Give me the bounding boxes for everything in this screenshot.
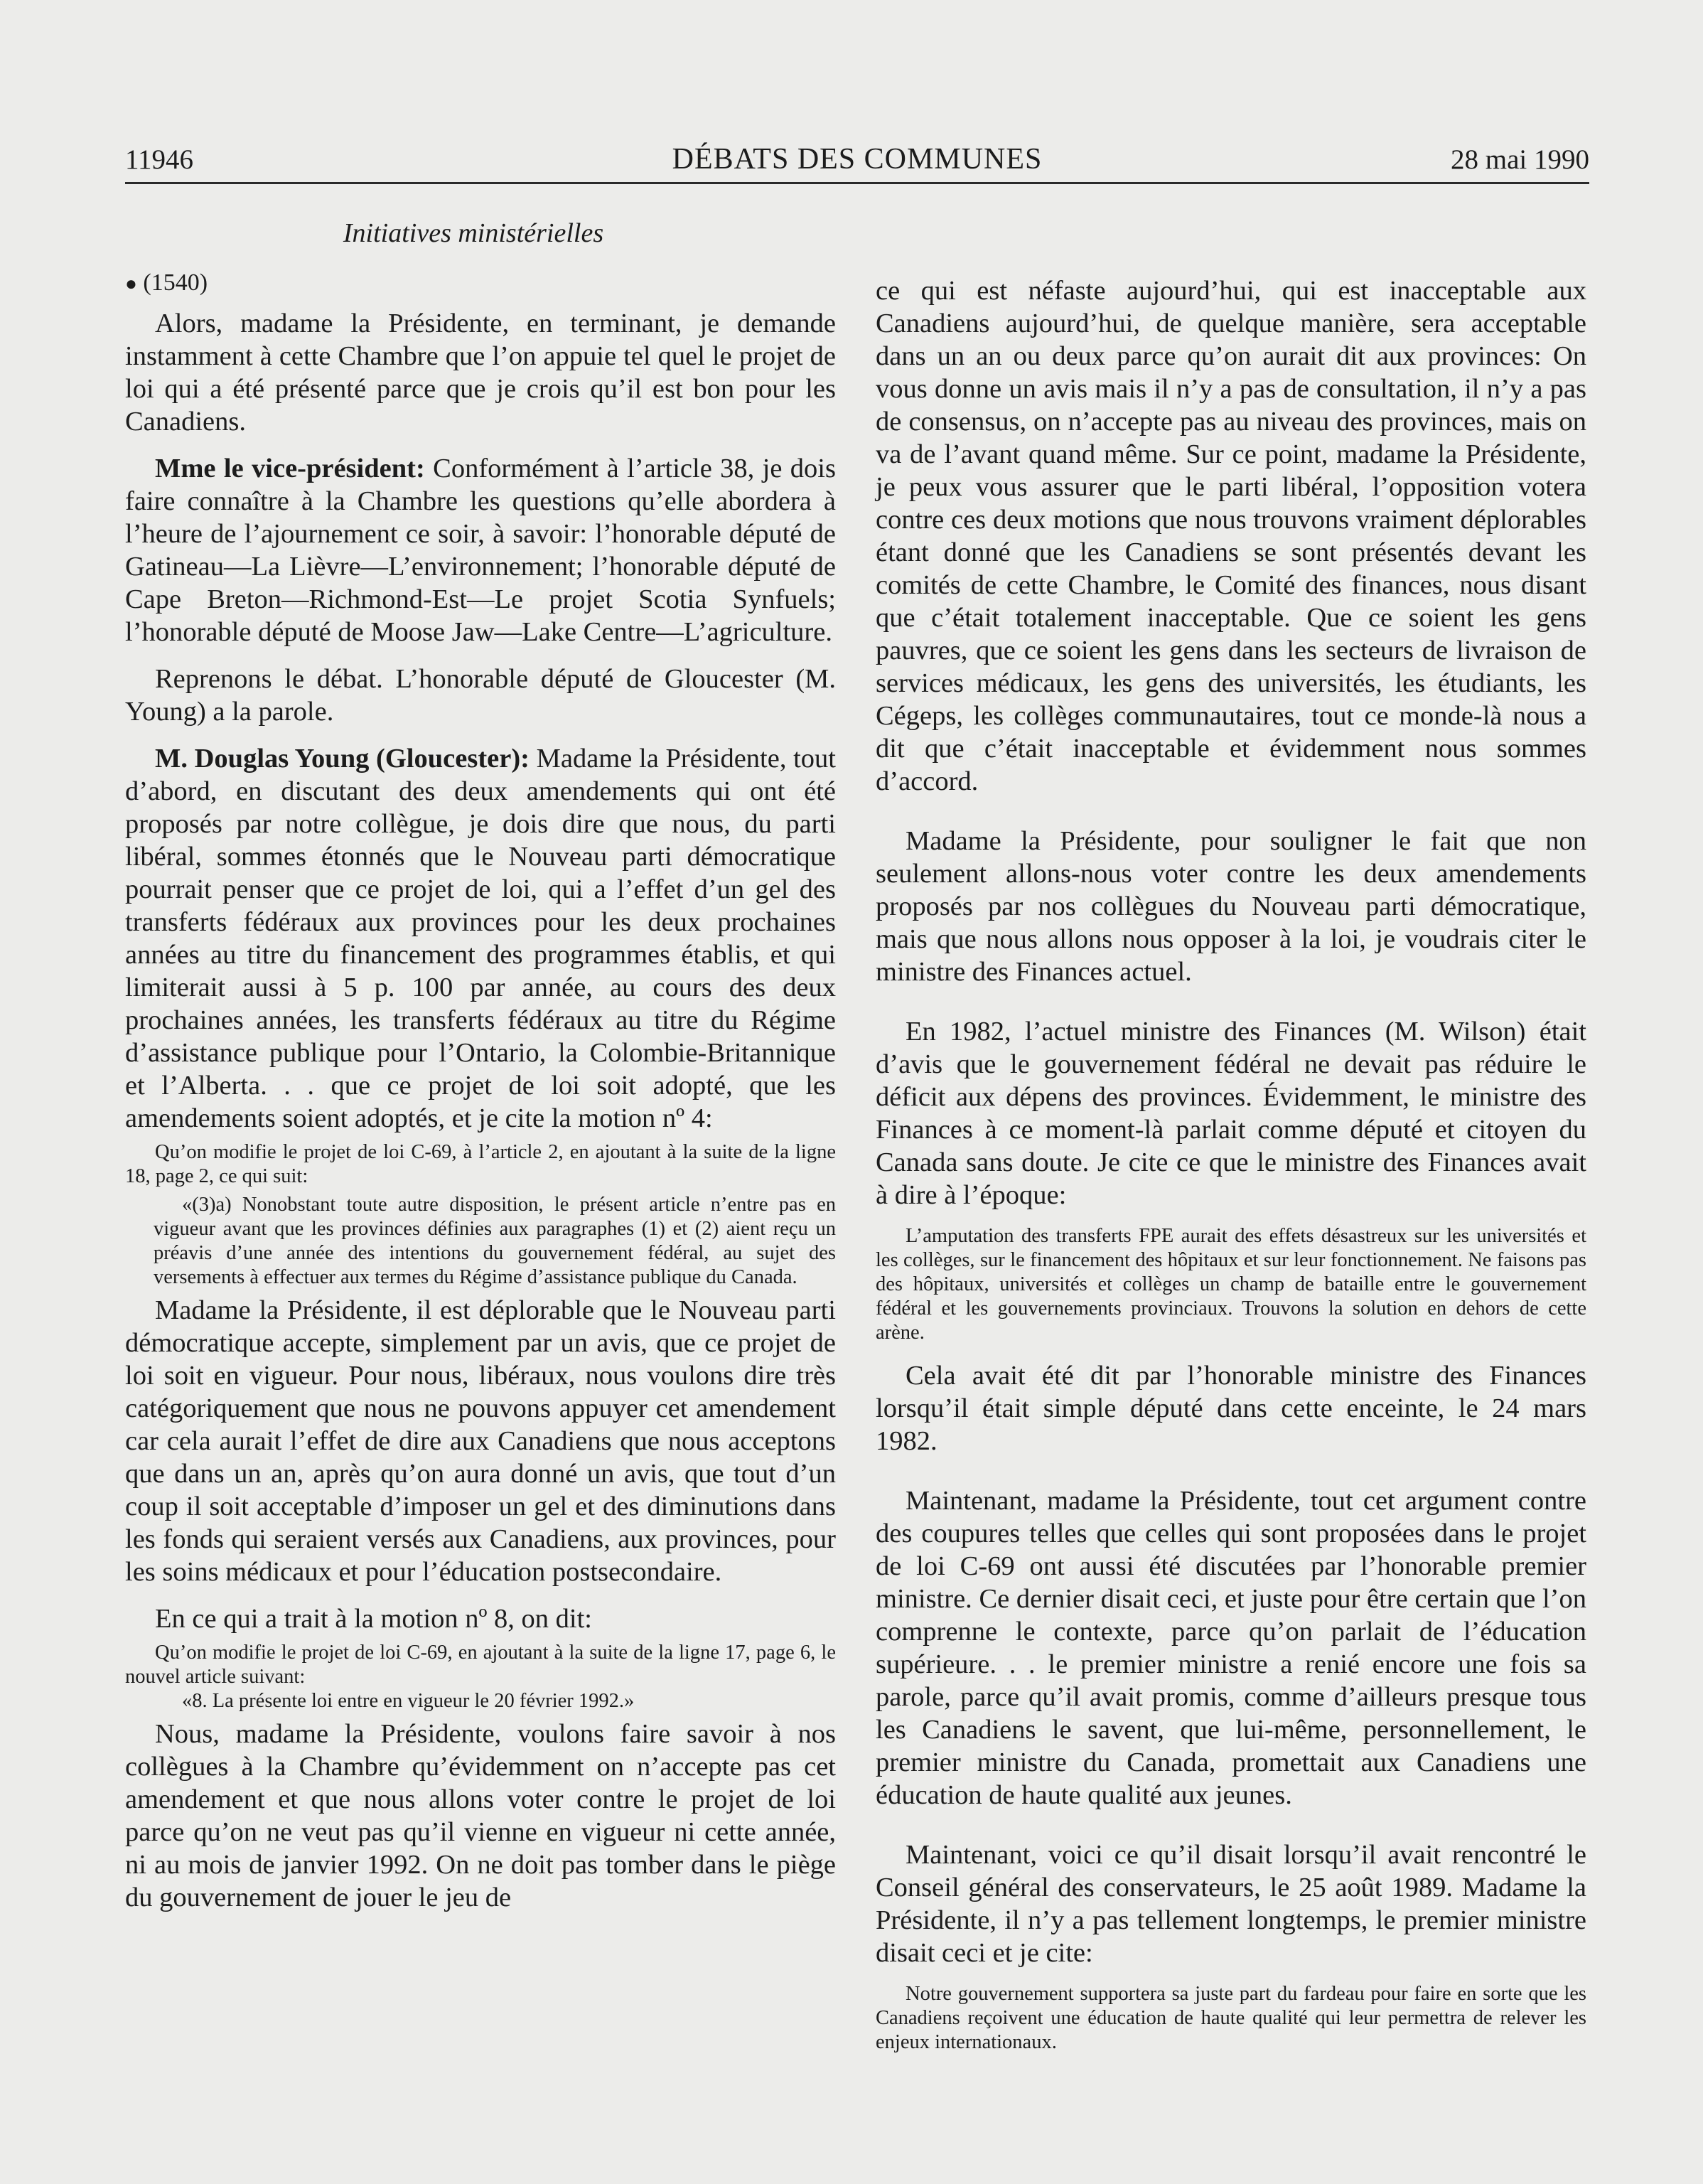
paragraph [125,452,836,648]
paragraph: Maintenant, madame la Présidente, tout cet argument contre des coupures telles que celles qui sont proposées dans le projet de loi C-69 ont aussi été discutées par l’honorable premier ministre. Ce dernier disait ceci, et juste pour être certain que l’on comprenne le contexte, parce qu’on parlait de l’éducation supérieure. . . le premier ministre a renié encore une fois sa parole, parce qu’il avait promis, comme d’ailleurs presque tous les Canadiens le savent, que lui-même, personnellement, le premier ministre du Canada, promettait aux Canadiens une éducation de haute qualité aux jeunes. [876,1486,1586,1810]
paragraph: Alors, madame la Présidente, en terminant, je demande instamment à cette Chambre que l’on appuie tel quel le projet de loi qui a été présenté parce que je crois qu’il est bon pour les Canadiens. [125,309,836,437]
speaker-name: Mme le vice-président: [155,454,425,483]
paragraph: En ce qui a trait à la motion nº 8, on dit: [155,1604,592,1634]
speaker-name: M. Douglas Young (Gloucester): [155,744,530,774]
left-column [125,269,836,1914]
publication-title: DÉBATS DES COMMUNES [672,143,1043,176]
page-header [125,139,1589,179]
paragraph: Madame la Présidente, pour souligner le fait que non seulement allons-nous voter contre les deux amendements proposés par nos collègues du Nouveau parti démocratique, mais que nous allons nous opposer à la loi, je voudrais citer le ministre des Finances actuel. [876,826,1586,987]
quote-body: Notre gouvernement supportera sa juste part du fardeau pour faire en sorte que les Canadiens reçoivent une éducation de haute qualité qui leur permettra de relever les enjeux internationaux. [876,1983,1586,2053]
quote-body: L’amputation des transferts FPE aurait des effets désastreux sur les universités et les collèges, sur le financement des hôpitaux et sur leur fonctionnement. Ne faisons pas des hôpitaux, universités et collèges un champ de bataille entre le gouvernement fédéral et les gouvernements provinciaux. Trouvons la solution en dehors de cette arène. [876,1225,1586,1344]
header-rule [125,182,1589,184]
paragraph: ce qui est néfaste aujourd’hui, qui est inacceptable aux Canadiens aujourd’hui, de quelque manière, sera acceptable dans un an ou deux parce qu’on aurait dit aux provinces: On vous donne un avis mais il n’y a pas de consultation, il n’y a pas de consensus, on n’accepte pas au niveau des provinces, mais on va de l’avant quand même. Sur ce point, madame la Présidente, je peux vous assurer que le parti libéral, l’opposition votera contre ces deux motions que nous trouvons vraiment déplorables étant donné que les Canadiens se sont présentés devant les comités de cette Chambre, le Comité des finances, nous disant que c’était totalement inacceptable. Que ce soient les gens pauvres, que ce soient les gens dans les secteurs de livraison de services médicaux, les gens des universités, les étudiants, les Cégeps, les collèges communautaires, tout ce monde-là nous a dit que c’était inacceptable et évidemment nous sommes d’accord. [876,276,1586,796]
quote-intro: Qu’on modifie le projet de loi C-69, en ajoutant à la suite de la ligne 17, page 6, le nouvel article suivant: [125,1642,836,1688]
quoted-motion [125,1641,836,1713]
timestamp [125,269,836,299]
quote-body: «8. La présente loi entre en vigueur le 20 février 1992.» [182,1690,635,1712]
quote-intro: Qu’on modifie le projet de loi C-69, à l’article 2, en ajoutant à la suite de la ligne 18, page 2, ce qui suit: [125,1141,836,1187]
paragraph [125,742,836,1135]
timestamp-text: (1540) [143,269,208,296]
page-number: 11946 [125,144,194,175]
paragraph: Maintenant, voici ce qu’il disait lorsqu’il avait rencontré le Conseil général des conservateurs, le 25 août 1989. Madame la Présidente, il n’y a pas tellement longtemps, le premier ministre disait ceci et je cite: [876,1840,1586,1968]
paragraph: En 1982, l’actuel ministre des Finances (M. Wilson) était d’avis que le gouvernement fédéral ne devait pas réduire le déficit aux dépens des provinces. Évidemment, le ministre des Finances à ce moment-là parlait comme député et citoyen du Canada sans doute. Je cite ce que le ministre des Finances avait à dire à l’époque: [876,1017,1586,1210]
speech-text: Conformément à l’article 38, je dois faire connaître à la Chambre les questions qu’elle abordera à l’heure de l’ajournement ce soir, à savoir: l’honorable député de Gatineau—La Lièvre—L’environnement; l’honorable député de Cape Breton—Richmond-Est—Le projet Scotia Synfuels; l’honorable député de Moose Jaw—Lake Centre—L’agriculture. [125,454,836,647]
speech-text: Madame la Présidente, tout d’abord, en discutant des deux amendements qui ont été proposés par notre collègue, je dois dire que nous, du parti libéral, sommes étonnés que le Nouveau parti démocratique pourrait penser que ce projet de loi, qui a l’effet d’un gel des transferts fédéraux aux provinces pour les deux prochaines années au titre du financement des programmes établis, et qui limiterait aussi à 5 p. 100 par année, au cours des deux prochaines années, les transferts fédéraux au titre du Régime d’assistance publique pour l’Ontario, la Colombie-Britannique et l’Alberta. . . que ce projet de loi soit adopté, que les amendements soient adoptés, et je cite la motion nº 4: [125,744,836,1133]
issue-date: 28 mai 1990 [1451,144,1589,175]
right-column [876,274,1586,2069]
quotation [876,1224,1586,1345]
paragraph: Reprenons le débat. L’honorable député de Gloucester (M. Young) a la parole. [125,664,836,727]
paragraph: Madame la Présidente, il est déplorable que le Nouveau parti démocratique accepte, simplement par un avis, que ce projet de loi soit en vigueur. Pour nous, libéraux, nous voulons dire très catégoriquement que nous ne pouvons appuyer cet amendement car cela aurait l’effet de dire aux Canadiens que nous acceptons que dans un an, après qu’on aura donné un avis, que tout d’un coup il soit acceptable d’imposer un gel et des diminutions dans les fonds qui seraient versés aux Canadiens, aux provinces, pour les soins médicaux et pour l’éducation postsecondaire. [125,1295,836,1587]
paragraph: Cela avait été dit par l’honorable ministre des Finances lorsqu’il était simple député dans cette enceinte, le 24 mars 1982. [876,1361,1586,1456]
section-label: Initiatives ministérielles [343,218,604,248]
bullet-icon: ● [125,273,137,295]
quoted-motion [125,1140,836,1290]
paragraph: Nous, madame la Présidente, voulons faire savoir à nos collègues à la Chambre qu’évidemment on n’accepte pas cet amendement et que nous allons voter contre le projet de loi parce qu’on ne veut pas qu’il vienne en vigueur ni cette année, ni au mois de janvier 1992. On ne doit pas tomber dans le piège du gouvernement de jouer le jeu de [125,1719,836,1912]
quotation [876,1982,1586,2055]
quote-body: «(3)a) Nonobstant toute autre disposition, le présent article n’entre pas en vigueur avant que les provinces définies aux paragraphes (1) et (2) aient reçu un préavis d’une année des intentions du gouvernement fédéral, au sujet des versements à effectuer aux termes du Régime d’assistance publique du Canada. [154,1194,836,1288]
